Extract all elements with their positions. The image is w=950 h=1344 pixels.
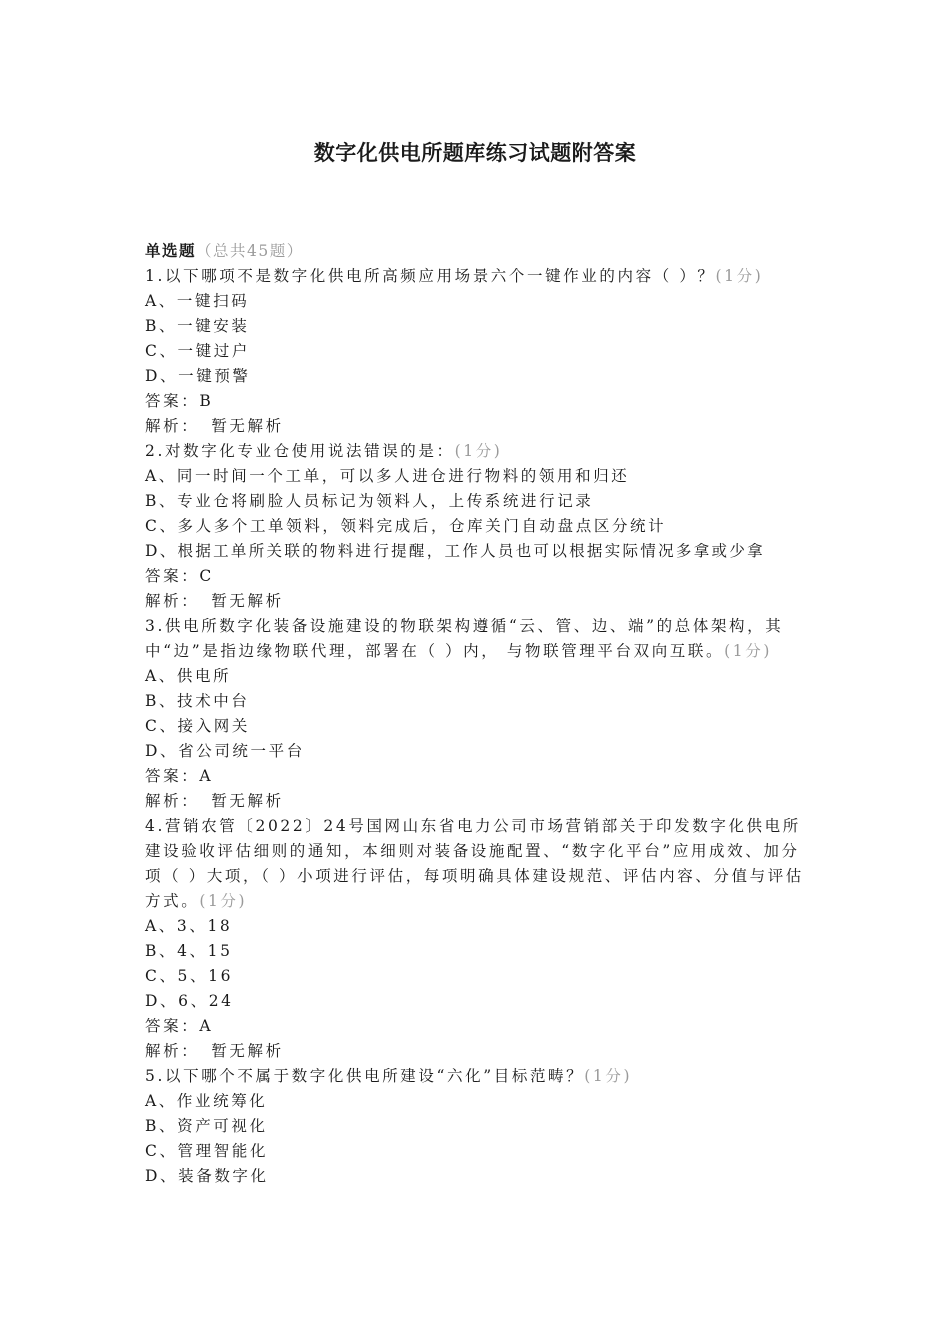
option-b: B、4、15	[145, 942, 233, 960]
option-a: A、同一时间一个工单，可以多人进仓进行物料的领用和归还	[145, 467, 630, 485]
question-stem: 2.对数字化专业仓使用说法错误的是：(1分)	[145, 442, 503, 460]
answer-line: 答案：B	[145, 392, 214, 410]
analysis-line: 解析： 暂无解析	[145, 417, 284, 435]
question-stem: 4.营销农管〔2022〕24号国网山东省电力公司市场营销部关于印发数字化供电所建设验收评估细则的通知，本细则对装备设施配置、“数字化平台”应用成效、加分项（ ）大项，（ ）小项进行评估，每项明确具体建设规范、评估内容、分值与评估方式。(1分)	[145, 817, 804, 910]
analysis-line: 解析： 暂无解析	[145, 592, 284, 610]
option-b: B、专业仓将刷脸人员标记为领料人，上传系统进行记录	[145, 492, 594, 510]
option-c: C、多人多个工单领料，领料完成后，仓库关门自动盘点区分统计	[145, 517, 667, 535]
question-stem: 5.以下哪个不属于数字化供电所建设“六化”目标范畴？(1分)	[145, 1067, 633, 1085]
analysis-value: 暂无解析	[211, 592, 284, 610]
answer-value: C	[199, 567, 214, 585]
question-5	[145, 1064, 810, 1189]
question-score: (1分)	[715, 267, 764, 285]
document-body	[145, 238, 810, 1189]
answer-value: A	[199, 767, 214, 785]
question-1	[145, 264, 810, 439]
answer-value: B	[199, 392, 214, 410]
question-score: (1分)	[584, 1067, 633, 1085]
question-score: (1分)	[454, 442, 503, 460]
option-d: D、装备数字化	[145, 1167, 269, 1185]
document-title: 数字化供电所题库练习试题附答案	[313, 140, 637, 165]
answer-line: 答案：A	[145, 1017, 214, 1035]
option-a: A、供电所	[145, 667, 232, 685]
question-score: (1分)	[199, 892, 248, 910]
option-b: B、资产可视化	[145, 1117, 268, 1135]
analysis-value: 暂无解析	[211, 1042, 284, 1060]
answer-value: A	[199, 1017, 214, 1035]
analysis-value: 暂无解析	[211, 417, 284, 435]
analysis-line: 解析： 暂无解析	[145, 1042, 284, 1060]
question-stem: 1.以下哪项不是数字化供电所高频应用场景六个一键作业的内容（ ）？(1分)	[145, 267, 764, 285]
question-stem: 3.供电所数字化装备设施建设的物联架构遵循“云、管、边、端”的总体架构，其中“边”是指边缘物联代理，部署在（ ）内， 与物联管理平台双向互联。(1分)	[145, 617, 784, 660]
option-c: C、管理智能化	[145, 1142, 269, 1160]
answer-line: 答案：A	[145, 767, 214, 785]
option-c: C、一键过户	[145, 342, 250, 360]
question-3	[145, 614, 810, 814]
section-label: 单选题	[145, 241, 197, 260]
question-4	[145, 814, 810, 1064]
section-heading	[145, 238, 810, 264]
question-2	[145, 439, 810, 614]
option-a: A、作业统筹化	[145, 1092, 268, 1110]
option-c: C、接入网关	[145, 717, 250, 735]
option-c: C、5、16	[145, 967, 234, 985]
option-a: A、一键扫码	[145, 292, 250, 310]
section-count: （总共45题）	[196, 242, 304, 260]
option-b: B、技术中台	[145, 692, 250, 710]
analysis-line: 解析： 暂无解析	[145, 792, 284, 810]
option-a: A、3、18	[145, 917, 233, 935]
analysis-value: 暂无解析	[211, 792, 284, 810]
option-d: D、根据工单所关联的物料进行提醒，工作人员也可以根据实际情况多拿或少拿	[145, 542, 765, 560]
answer-line: 答案：C	[145, 567, 214, 585]
option-d: D、省公司统一平台	[145, 742, 305, 760]
question-score: (1分)	[724, 642, 772, 660]
option-d: D、一键预警	[145, 367, 251, 385]
option-d: D、6、24	[145, 992, 234, 1010]
option-b: B、一键安装	[145, 317, 250, 335]
